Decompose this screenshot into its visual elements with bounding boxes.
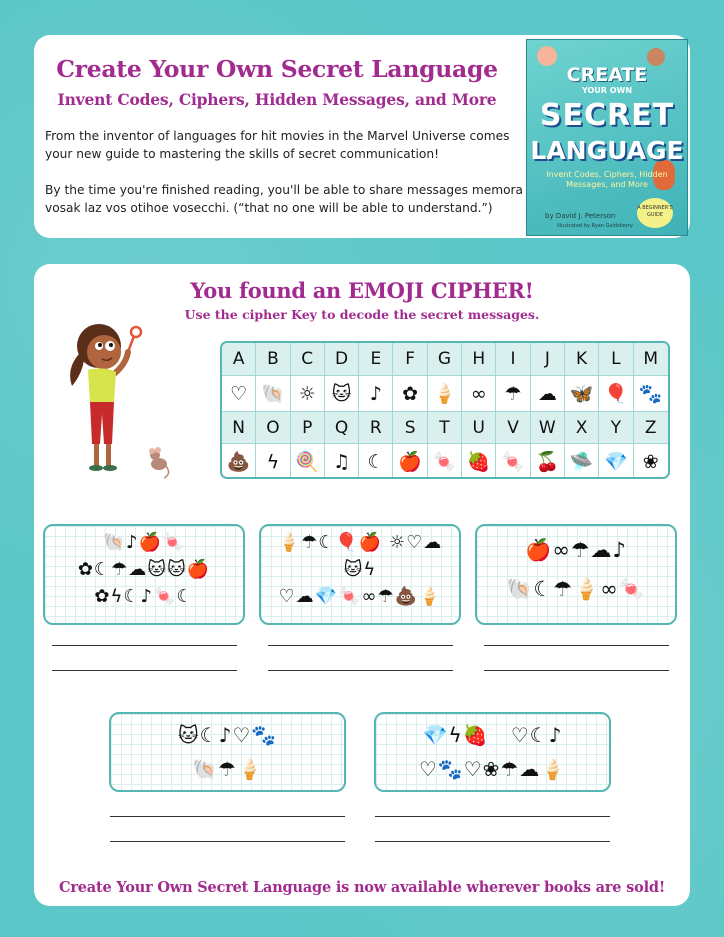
answer-line-4a[interactable]: [110, 816, 345, 817]
intro-card: [34, 35, 690, 238]
message-4-line-1: 🐱☾♪♡🐾: [177, 723, 278, 747]
answer-line-3b[interactable]: [484, 670, 669, 671]
cipher-key-letter: P: [291, 412, 325, 444]
activity-heading: You found an EMOJI CIPHER!: [190, 278, 534, 303]
cipher-key-letter: O: [256, 412, 290, 444]
answer-line-5b[interactable]: [375, 841, 610, 842]
cipher-key-letter: L: [599, 343, 633, 375]
message-1-line-1: 🐚♪🍎🍬: [102, 532, 186, 553]
cipher-key-letter: E: [359, 343, 393, 375]
secret-message-box-3: [475, 524, 677, 625]
cipher-key-emoji: 🐱: [325, 375, 359, 411]
answer-line-2a[interactable]: [268, 645, 453, 646]
book-badge: A BEGINNER'S GUIDE: [637, 198, 673, 228]
message-5-line-2: ♡🐾♡❀☂☁🍦: [418, 757, 567, 781]
kid-illustration: [537, 46, 557, 66]
answer-line-1a[interactable]: [52, 645, 237, 646]
message-3-line-1: 🍎∞☂☁♪: [525, 538, 627, 562]
girl-with-key-illustration: [44, 314, 174, 484]
cipher-key-letter: Q: [325, 412, 359, 444]
cipher-key-emoji: 🍎: [393, 443, 427, 479]
book-title-line-2: YOUR OWN: [581, 86, 633, 95]
message-4-line-2: 🐚☂🍦: [192, 757, 263, 781]
cipher-key-emoji: 🐚: [256, 375, 290, 411]
message-3-line-2: 🐚☾☂🍦∞🍬: [506, 577, 646, 601]
page-subtitle: Invent Codes, Ciphers, Hidden Messages, and More: [57, 90, 497, 109]
cipher-key-emoji: ☾: [359, 443, 393, 479]
cipher-key-emoji: ❀: [634, 443, 668, 479]
book-cover-image: [526, 39, 688, 236]
cipher-key-letter: R: [359, 412, 393, 444]
secret-message-box-5: [374, 712, 611, 792]
cipher-key-letter: W: [531, 412, 565, 444]
cipher-key-table: [220, 341, 670, 479]
page-title: Create Your Own Secret Language: [56, 55, 498, 83]
cipher-key-emoji: ϟ: [256, 443, 290, 479]
cipher-key-letters-row-2: [222, 411, 668, 444]
book-title-line-4: LANGUAGE: [530, 136, 684, 165]
answer-line-2b[interactable]: [268, 670, 453, 671]
cipher-key-letter: H: [462, 343, 496, 375]
cipher-key-emoji: ♪: [359, 375, 393, 411]
book-title-line-3: SECRET: [539, 98, 675, 133]
activity-card: [34, 264, 690, 906]
cipher-key-letter: M: [643, 349, 659, 369]
cipher-key-emoji: 🐾: [634, 375, 668, 411]
cipher-key-emoji: 🍭: [291, 443, 325, 479]
cipher-key-letter: C: [291, 343, 325, 375]
answer-line-5a[interactable]: [375, 816, 610, 817]
cipher-key-letter: K: [565, 343, 599, 375]
answer-line-1b[interactable]: [52, 670, 237, 671]
cipher-key-letter: U: [462, 412, 496, 444]
cipher-key-letter: Y: [599, 412, 633, 444]
cipher-key-letter: I: [496, 343, 530, 375]
cipher-key-emoji: ✿: [393, 375, 427, 411]
cipher-key-emoji: ☁: [531, 375, 565, 411]
cipher-key-emoji: 🦋: [565, 375, 599, 411]
cipher-key-emoji: ∞: [462, 375, 496, 411]
message-1-line-2: ✿☾☂☁🐱🐱🍎: [77, 559, 211, 580]
cipher-key-letter: N: [222, 412, 256, 444]
cipher-key-emoji: 🍬: [428, 443, 462, 479]
cipher-key-emoji: ☂: [496, 375, 530, 411]
message-1-line-3: ✿ϟ☾♪🍬☾: [94, 586, 194, 607]
cipher-key-emoji-row-1: [222, 375, 668, 411]
cipher-key-letter: F: [393, 343, 427, 375]
cipher-key-letter: B: [256, 343, 290, 375]
cipher-key-letter: Z: [644, 418, 657, 438]
secret-message-box-1: [43, 524, 245, 625]
message-2-line-3: ♡☁💎🍬∞☂💩🍦: [278, 586, 442, 607]
intro-paragraph-1: From the inventor of languages for hit movies in the Marvel Universe comes your new guide to mastering the skills of secret communication!: [45, 129, 510, 161]
answer-line-4b[interactable]: [110, 841, 345, 842]
answer-line-3a[interactable]: [484, 645, 669, 646]
cipher-key-letter: T: [428, 412, 462, 444]
activity-instructions: Use the cipher Key to decode the secret messages.: [184, 307, 540, 322]
secret-message-box-2: [259, 524, 461, 625]
book-tagline: Invent Codes, Ciphers, Hidden Messages, and More: [546, 170, 668, 189]
book-author: by David J. Peterson: [545, 212, 616, 220]
cipher-key-emoji: 🎈: [599, 375, 633, 411]
cipher-key-emoji: ♫: [325, 443, 359, 479]
secret-message-box-4: [109, 712, 346, 792]
cipher-key-letter: S: [393, 412, 427, 444]
footer-availability-text: Create Your Own Secret Language is now available wherever books are sold!: [59, 879, 665, 896]
cipher-key-emoji: ♡: [222, 375, 256, 411]
cipher-key-emoji: 💩: [222, 443, 256, 479]
cipher-key-emoji-row-2: [222, 443, 668, 479]
cipher-key-letter: X: [565, 412, 599, 444]
cipher-key-letter: J: [531, 343, 565, 375]
message-5-line-1: 💎ϟ🍓 ♡☾♪: [422, 723, 563, 747]
intro-paragraph-2: By the time you're finished reading, you'll be able to share messages memora vosak laz vos otihoe vosecchi. (“that no one will be able to understand.”): [45, 183, 524, 215]
cipher-key-letter: V: [496, 412, 530, 444]
cipher-key-emoji: 🛸: [565, 443, 599, 479]
book-title-line-1: CREATE: [566, 64, 648, 86]
cipher-key-emoji: 🍦: [428, 375, 462, 411]
message-2-line-1: 🍦☂☾🎈🍎 ☼♡☁: [277, 532, 443, 553]
message-2-line-2: 🐱ϟ: [343, 559, 377, 580]
cipher-key-letter: A: [222, 343, 256, 375]
cipher-key-emoji: ☼: [291, 375, 325, 411]
cipher-key-letters-row-1: [222, 343, 668, 375]
cipher-key-emoji: 💎: [599, 443, 633, 479]
cipher-key-letter: D: [325, 343, 359, 375]
cipher-key-emoji: 🍒: [531, 443, 565, 479]
cipher-key-letter: G: [428, 343, 462, 375]
cipher-key-emoji: 🍓: [462, 443, 496, 479]
cipher-key-emoji: 🍬: [496, 443, 530, 479]
book-illustrator: illustrated by Ryan Goldsberry: [557, 223, 633, 229]
